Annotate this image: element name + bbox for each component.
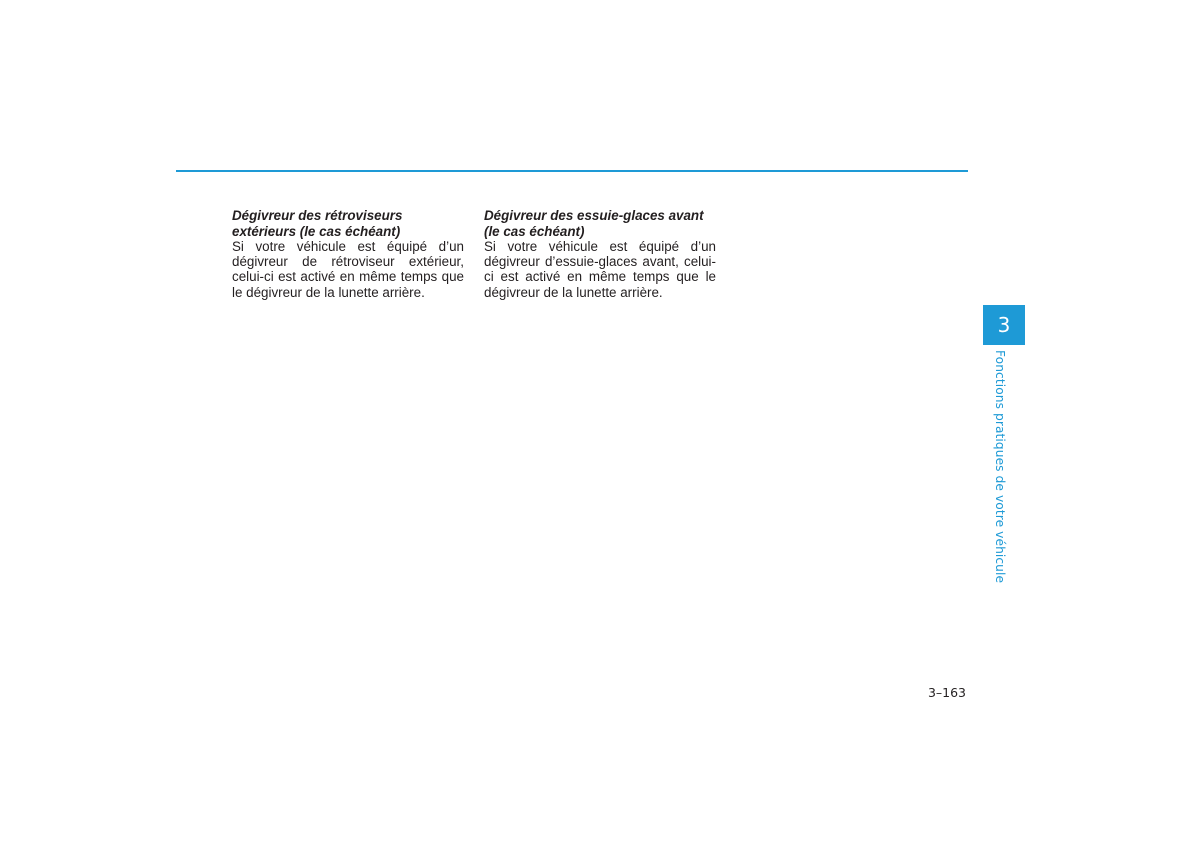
page-number: 3–163: [927, 685, 966, 700]
section-front-wiper-defroster: [484, 208, 716, 300]
chapter-number: 3: [997, 313, 1011, 337]
section-body: Si votre véhicule est équipé d’un dégivreur de rétroviseur extérieur, celui-ci est activé en même temps que le dégivreur de la lunette arrière.: [232, 239, 464, 300]
section-body: Si votre véhicule est équipé d’un dégivreur d’essuie-glaces avant, celui-ci est activé en même temps que le dégivreur de la lunette arrière.: [484, 239, 716, 300]
chapter-title: Fonctions pratiques de votre véhicule: [993, 350, 1007, 584]
section-exterior-mirror-defroster: [232, 208, 464, 300]
chapter-number-tab: [983, 305, 1025, 345]
section-heading: Dégivreur des rétroviseurs extérieurs (le cas échéant): [232, 208, 403, 239]
header-divider: [176, 170, 968, 172]
section-heading: Dégivreur des essuie-glaces avant (le cas échéant): [484, 208, 704, 239]
